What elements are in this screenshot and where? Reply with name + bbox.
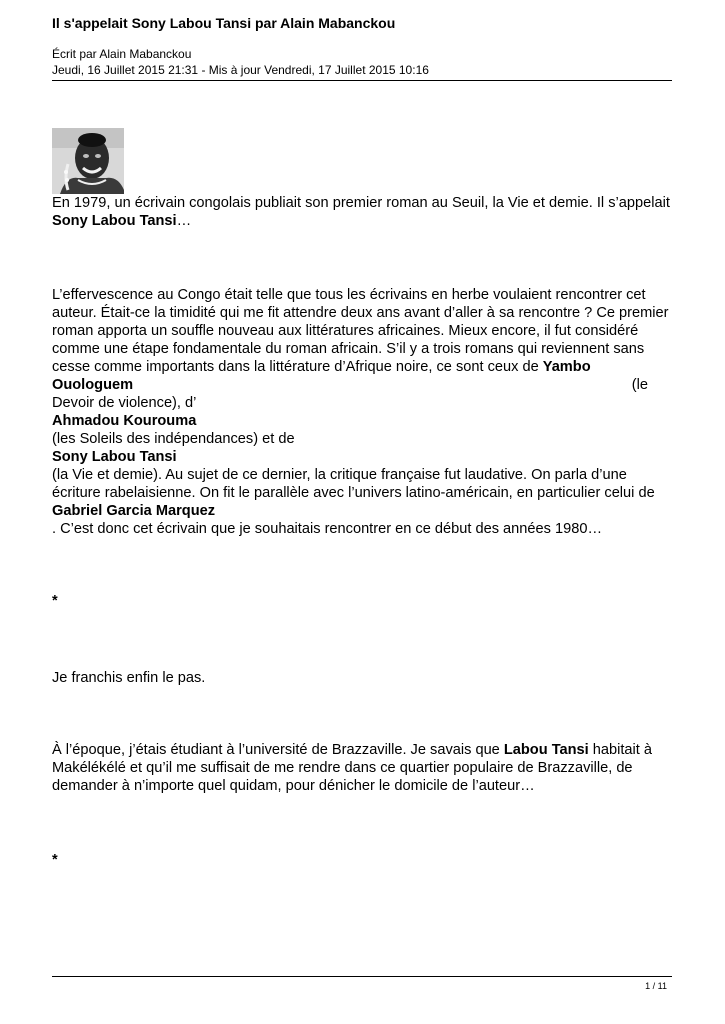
text-line: Je franchis enfin le pas.	[52, 670, 206, 686]
intro-ellipsis: …	[176, 213, 192, 229]
text-line: roman apporta un souffle nouveau aux littératures africaines. Mieux encore, il fut considéré	[52, 323, 639, 339]
text-line	[52, 502, 674, 520]
text-line: Devoir de violence), d’	[52, 395, 197, 411]
bold-name: Yambo	[542, 359, 591, 375]
bold-name: Labou Tansi	[503, 742, 589, 758]
intro-name-line	[52, 212, 674, 230]
bold-name: Ouologuem	[52, 377, 134, 393]
text-line: (la Vie et demie). Au sujet de ce dernier, la critique française fut laudative. On parla d’une	[52, 467, 627, 483]
article-meta	[52, 46, 429, 78]
text-line: auteur. Était-ce la timidité qui me fit attendre deux ans avant d’aller à sa rencontre ? Ce premier	[52, 305, 669, 321]
article-title: Il s'appelait Sony Labou Tansi par Alain Mabanckou	[52, 15, 396, 31]
text-line: comme une étape fondamentale du roman africain. S’il y a trois romans qui reviennent sans	[52, 341, 645, 357]
text-line: écriture rabelaisienne. On fit le parallèle avec l’univers latino-américain, en particulier celui de	[52, 485, 655, 501]
section-separator	[52, 592, 674, 610]
paragraph-pas	[52, 669, 674, 687]
text-line: L’effervescence au Congo était telle que tous les écrivains en herbe voulaient rencontrer cet	[52, 287, 646, 303]
text-line	[52, 358, 674, 376]
text-span: habitait à	[588, 742, 653, 758]
intro-paragraph	[52, 194, 674, 230]
footer-rule	[52, 976, 672, 977]
text-line	[52, 741, 674, 759]
header-rule	[52, 80, 672, 81]
text-line	[52, 376, 648, 394]
text-span: À l’époque, j’étais étudiant à l’université de Brazzaville. Je savais que	[52, 742, 504, 758]
intro-line: En 1979, un écrivain congolais publiait son premier roman au Seuil, la Vie et demie. Il s’appelait	[52, 195, 670, 211]
author-photo	[52, 128, 124, 194]
text-line: (les Soleils des indépendances) et de	[52, 431, 295, 447]
text-line: demander à n’importe quel quidam, pour dénicher le domicile de l’auteur…	[52, 778, 535, 794]
text-span: (le	[631, 377, 648, 393]
section-separator	[52, 851, 674, 869]
paragraph-epoque	[52, 741, 674, 795]
page-number: 1 / 11	[645, 981, 667, 991]
text-span: cesse comme importants dans la littérature d’Afrique noire, ce sont ceux de	[52, 359, 543, 375]
text-line	[52, 412, 674, 430]
author-line: Écrit par Alain Mabanckou	[52, 47, 192, 61]
bold-name: Sony Labou Tansi	[52, 449, 177, 465]
bold-name: Gabriel Garcia Marquez	[52, 503, 216, 519]
author-name: Sony Labou Tansi	[52, 213, 177, 229]
asterisk-separator: *	[52, 593, 58, 609]
text-line: Makélékélé et qu’il me suffisait de me rendre dans ce quartier populaire de Brazzaville, de	[52, 760, 633, 776]
portrait-photo-icon	[52, 128, 124, 194]
asterisk-separator: *	[52, 852, 58, 868]
date-line: Jeudi, 16 Juillet 2015 21:31 - Mis à jour Vendredi, 17 Juillet 2015 10:16	[52, 63, 429, 77]
text-line	[52, 448, 674, 466]
paragraph-effervescence	[52, 286, 674, 538]
bold-name: Ahmadou Kourouma	[52, 413, 197, 429]
text-line: . C’est donc cet écrivain que je souhaitais rencontrer en ce début des années 1980…	[52, 521, 603, 537]
